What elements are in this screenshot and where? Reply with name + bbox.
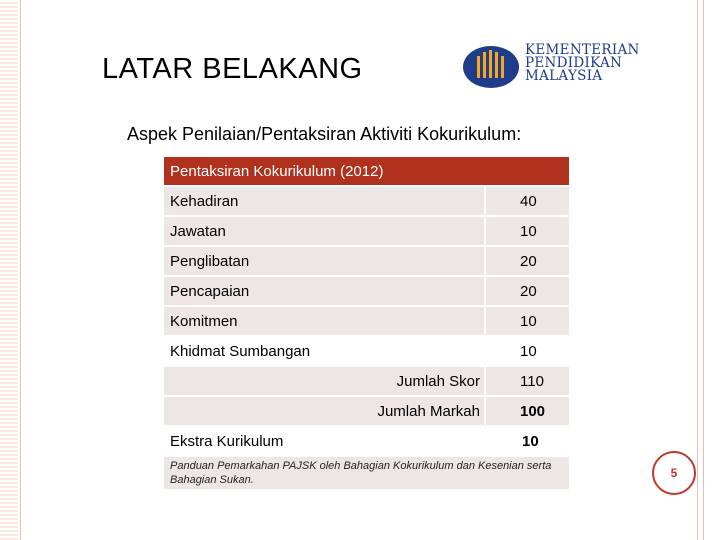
column-separator <box>484 187 486 215</box>
slide-subtitle: Aspek Penilaian/Pentaksiran Aktiviti Kokurikulum: <box>127 124 522 144</box>
jumlah-skor-row <box>164 367 569 395</box>
table-row <box>164 307 569 335</box>
column-separator <box>484 307 486 335</box>
page-number-badge: 5 <box>652 451 696 495</box>
logo-line-3: MALAYSIA <box>525 68 603 84</box>
table-header-label: Pentaksiran Kokurikulum (2012) <box>170 163 384 180</box>
column-separator <box>484 397 486 425</box>
decorative-left-border <box>0 0 18 540</box>
table-row <box>164 217 569 245</box>
logo-line-1: KEMENTERIAN <box>525 42 640 58</box>
ekstra-kurikulum-label: Ekstra Kurikulum <box>170 433 284 450</box>
row-label: Penglibatan <box>170 253 250 270</box>
table-row <box>164 277 569 305</box>
row-value: 10 <box>520 343 537 360</box>
logo-line-2: PENDIDIKAN <box>525 55 623 71</box>
ministry-logo-text <box>525 44 640 83</box>
ministry-emblem-icon <box>462 44 520 90</box>
frame-line-right-outer <box>703 0 704 540</box>
ekstra-kurikulum-row <box>164 427 569 455</box>
jumlah-skor-value: 110 <box>520 373 544 390</box>
row-value: 20 <box>520 283 537 300</box>
jumlah-markah-value: 100 <box>520 403 546 420</box>
jumlah-markah-label: Jumlah Markah <box>377 403 480 420</box>
row-value: 10 <box>520 223 537 240</box>
row-label: Khidmat Sumbangan <box>170 343 311 360</box>
row-label: Komitmen <box>170 313 238 330</box>
row-value: 20 <box>520 253 537 270</box>
assessment-table <box>164 157 569 489</box>
column-separator <box>484 247 486 275</box>
jumlah-markah-row <box>164 397 569 425</box>
column-separator <box>484 277 486 305</box>
row-label: Kehadiran <box>170 193 239 210</box>
table-row <box>164 187 569 215</box>
table-footnote: Panduan Pemarkahan PAJSK oleh Bahagian Kokurikulum dan Kesenian serta Bahagian Sukan. <box>164 457 569 489</box>
column-separator <box>484 217 486 245</box>
ekstra-kurikulum-value: 10 <box>522 433 539 450</box>
row-value: 10 <box>520 313 537 330</box>
table-header <box>164 157 569 185</box>
slide-title: LATAR BELAKANG <box>102 53 363 85</box>
row-label: Pencapaian <box>170 283 250 300</box>
row-value: 40 <box>520 193 537 210</box>
column-separator <box>484 367 486 395</box>
table-row <box>164 337 569 365</box>
frame-line-right <box>697 0 698 540</box>
jumlah-skor-label: Jumlah Skor <box>396 373 480 390</box>
ministry-logo <box>462 42 662 92</box>
row-label: Jawatan <box>170 223 226 240</box>
table-row <box>164 247 569 275</box>
frame-line-left <box>20 0 21 540</box>
